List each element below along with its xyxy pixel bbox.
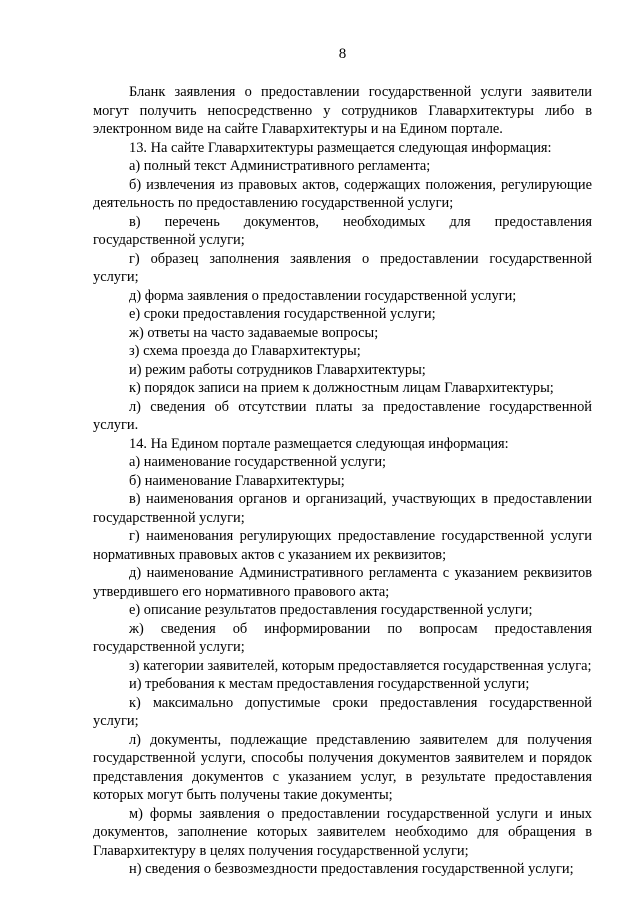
paragraph: г) образец заполнения заявления о предоставлении государственной услуги;: [93, 250, 592, 285]
paragraph: д) наименование Административного регламента с указанием реквизитов утвердившего его нормативного правового акта;: [93, 565, 592, 600]
paragraph: е) сроки предоставления государственной услуги;: [129, 306, 436, 322]
paragraph: м) формы заявления о предоставлении государственной услуги и иных документов, заполнение которых заявителем необходимо для обращения в Главархитектуру в целях получения государственной услуги;: [93, 805, 592, 859]
paragraph: в) перечень документов, необходимых для предоставления государственной услуги;: [93, 213, 592, 248]
paragraph: Бланк заявления о предоставлении государственной услуги заявители могут получить непосредственно у сотрудников Главархитектуры либо в электронном виде на сайте Главархитектуры и на Едином портале.: [93, 84, 592, 137]
paragraph: а) полный текст Административного регламента;: [129, 158, 431, 174]
paragraph: л) документы, подлежащие представлению заявителем для получения государственной услуги, способы получения документов заявителем и порядок представления документов с указанием услуг, в результате предоставления которых могут быть получены такие документы;: [93, 731, 592, 803]
paragraph: а) наименование государственной услуги;: [129, 454, 387, 470]
paragraph: д) форма заявления о предоставлении государственной услуги;: [129, 287, 517, 304]
document-body: [93, 83, 592, 879]
page-number: 8: [338, 46, 347, 62]
paragraph: 13. На сайте Главархитектуры размещается следующая информация:: [129, 139, 552, 156]
paragraph: и) требования к местам предоставления государственной услуги;: [129, 676, 530, 692]
paragraph: к) максимально допустимые сроки предоставления государственной услуги;: [93, 694, 592, 729]
paragraph: г) наименования регулирующих предоставление государственной услуги нормативных правовых актов с указанием их реквизитов;: [93, 528, 592, 563]
paragraph: 14. На Едином портале размещается следующая информация:: [129, 435, 509, 452]
paragraph: и) режим работы сотрудников Главархитектуры;: [129, 361, 426, 378]
paragraph: в) наименования органов и организаций, участвующих в предоставлении государственной услуги;: [93, 491, 592, 526]
paragraph: е) описание результатов предоставления государственной услуги;: [129, 602, 533, 618]
paragraph: з) схема проезда до Главархитектуры;: [129, 343, 361, 359]
paragraph: н) сведения о безвозмездности предоставления государственной услуги;: [129, 861, 574, 877]
paragraph: к) порядок записи на прием к должностным лицам Главархитектуры;: [129, 380, 554, 396]
paragraph: з) категории заявителей, которым предоставляется государственная услуга;: [129, 657, 592, 674]
paragraph: б) наименование Главархитектуры;: [129, 472, 345, 489]
paragraph: ж) ответы на часто задаваемые вопросы;: [129, 324, 379, 341]
paragraph: л) сведения об отсутствии платы за предоставление государственной услуги.: [93, 398, 592, 433]
paragraph: б) извлечения из правовых актов, содержащих положения, регулирующие деятельность по предоставлению государственной услуги;: [93, 176, 592, 211]
paragraph: ж) сведения об информировании по вопросам предоставления государственной услуги;: [93, 620, 592, 655]
